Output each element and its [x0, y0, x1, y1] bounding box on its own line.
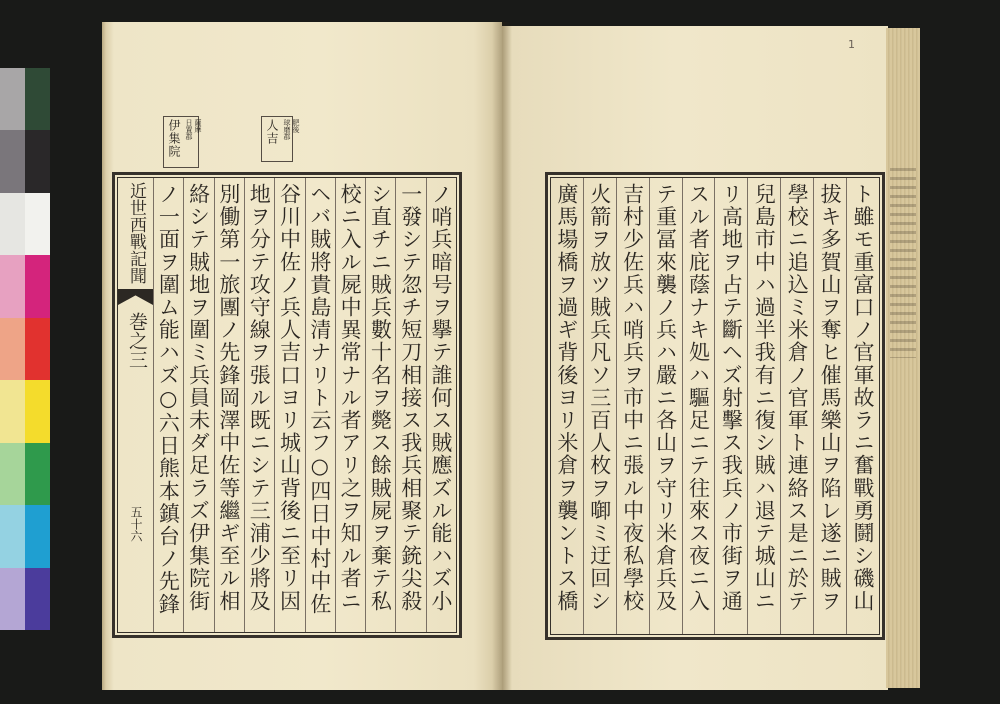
calibration-patch [0, 380, 25, 442]
calibration-patch [0, 130, 25, 192]
text-column: 火箭ヲ放ツ賊兵凡ソ三百人枚ヲ啣ミ迂回シ [583, 178, 616, 634]
text-column: 吉村少佐兵ハ哨兵ヲ市中ニ張ル中夜私學校 [616, 178, 649, 634]
left-page [102, 22, 502, 690]
right-text-columns [551, 178, 879, 634]
corner-mark: 1 [848, 38, 855, 51]
headnote-annotation [184, 119, 202, 165]
calibration-patch [0, 255, 25, 317]
text-column: 地ヲ分テ攻守線ヲ張ル既ニシテ三浦少將及 [244, 178, 274, 632]
page-number: 五十六 [129, 506, 143, 542]
text-column: ト雖モ重富口ノ官軍故ラニ奮戰勇鬪シ磯山 [846, 178, 879, 634]
calibration-patch [25, 193, 50, 255]
headnote-place: 人吉 [265, 119, 279, 145]
calibration-patch [25, 380, 50, 442]
calibration-patch [25, 318, 50, 380]
text-column: 一發シテ忽チ短刀相接ス我兵相聚テ銃尖殺 [395, 178, 425, 632]
calibration-patch [25, 443, 50, 505]
calibration-patch [25, 255, 50, 317]
headnote-ijuin [163, 116, 202, 168]
text-column: シ直チニ賊兵數十名ヲ斃ス餘賊屍ヲ棄テ私 [365, 178, 395, 632]
calibration-patch [25, 68, 50, 130]
text-column: 谷川中佐ノ兵人吉口ヨリ城山背後ニ至リ因 [274, 178, 304, 632]
headnote-place: 伊集院 [167, 119, 181, 158]
calibration-patch [25, 130, 50, 192]
calibration-patch [0, 318, 25, 380]
text-column: 別働第一旅團ノ先鋒岡澤中佐等繼ギ至ル相 [214, 178, 244, 632]
text-column: リ高地ヲ占テ斷ヘズ射擊ス我兵ノ市街ヲ通 [714, 178, 747, 634]
headnote-province: 肥後 [292, 119, 300, 133]
text-column: 兒島市中ハ過半我有ニ復シ賊ハ退テ城山ニ [747, 178, 780, 634]
text-column: 廣馬場橋ヲ過ギ背後ヨリ米倉ヲ襲ントス橋 [554, 183, 579, 613]
headnote-district: 球磨郡 [283, 119, 291, 140]
calibration-patch [0, 443, 25, 505]
page-margin-strip [118, 178, 154, 632]
color-calibration-strip [0, 68, 50, 630]
right-text-frame [545, 172, 885, 640]
calibration-patch [0, 568, 25, 630]
text-column: 拔キ多賀山ヲ奪ヒ催馬樂山ヲ陷レ遂ニ賊ヲ [813, 178, 846, 634]
headnote-province: 薩摩 [194, 119, 202, 133]
text-column: ノ一面ヲ圍ム能ハズ○六日熊本鎮台ノ先鋒 [153, 178, 183, 632]
text-column: ヘバ賊將貴島清ナリト云フ○四日中村中佐 [305, 178, 335, 632]
left-text-columns [153, 178, 456, 632]
text-column: ノ哨兵暗号ヲ擧テ誰何ス賊應ズル能ハズ小 [426, 178, 456, 632]
text-column: 學校ニ追込ミ米倉ノ官軍ト連絡ス是ニ於テ [780, 178, 813, 634]
volume-label: 巻之三 [126, 312, 148, 369]
book-gutter-shadow [492, 22, 512, 690]
left-text-frame [112, 172, 462, 638]
text-column: テ重冨來襲ノ兵ハ嚴ニ各山ヲ守リ米倉兵及 [649, 178, 682, 634]
text-column: 絡シテ賊地ヲ圍ミ兵員未ダ足ラズ伊集院街 [183, 178, 213, 632]
right-page [502, 26, 888, 690]
book-title: 近世西戰記聞 [126, 182, 146, 284]
calibration-patch [0, 505, 25, 567]
headnote-district: 日置郡 [185, 119, 193, 140]
text-column: スル者庇蔭ナキ処ハ驅足ニテ往來ス夜ニ入 [682, 178, 715, 634]
headnote-hitoyoshi [261, 116, 300, 162]
page-stack-marks [890, 168, 916, 358]
calibration-patch [25, 568, 50, 630]
text-column: 校ニ入ル屍中異常ナル者アリ之ヲ知ル者ニ [335, 178, 365, 632]
page-stack-edge [886, 28, 920, 688]
calibration-patch [0, 193, 25, 255]
fishtail-mark [118, 289, 153, 305]
headnote-annotation [282, 119, 300, 159]
calibration-patch [25, 505, 50, 567]
calibration-patch [0, 68, 25, 130]
